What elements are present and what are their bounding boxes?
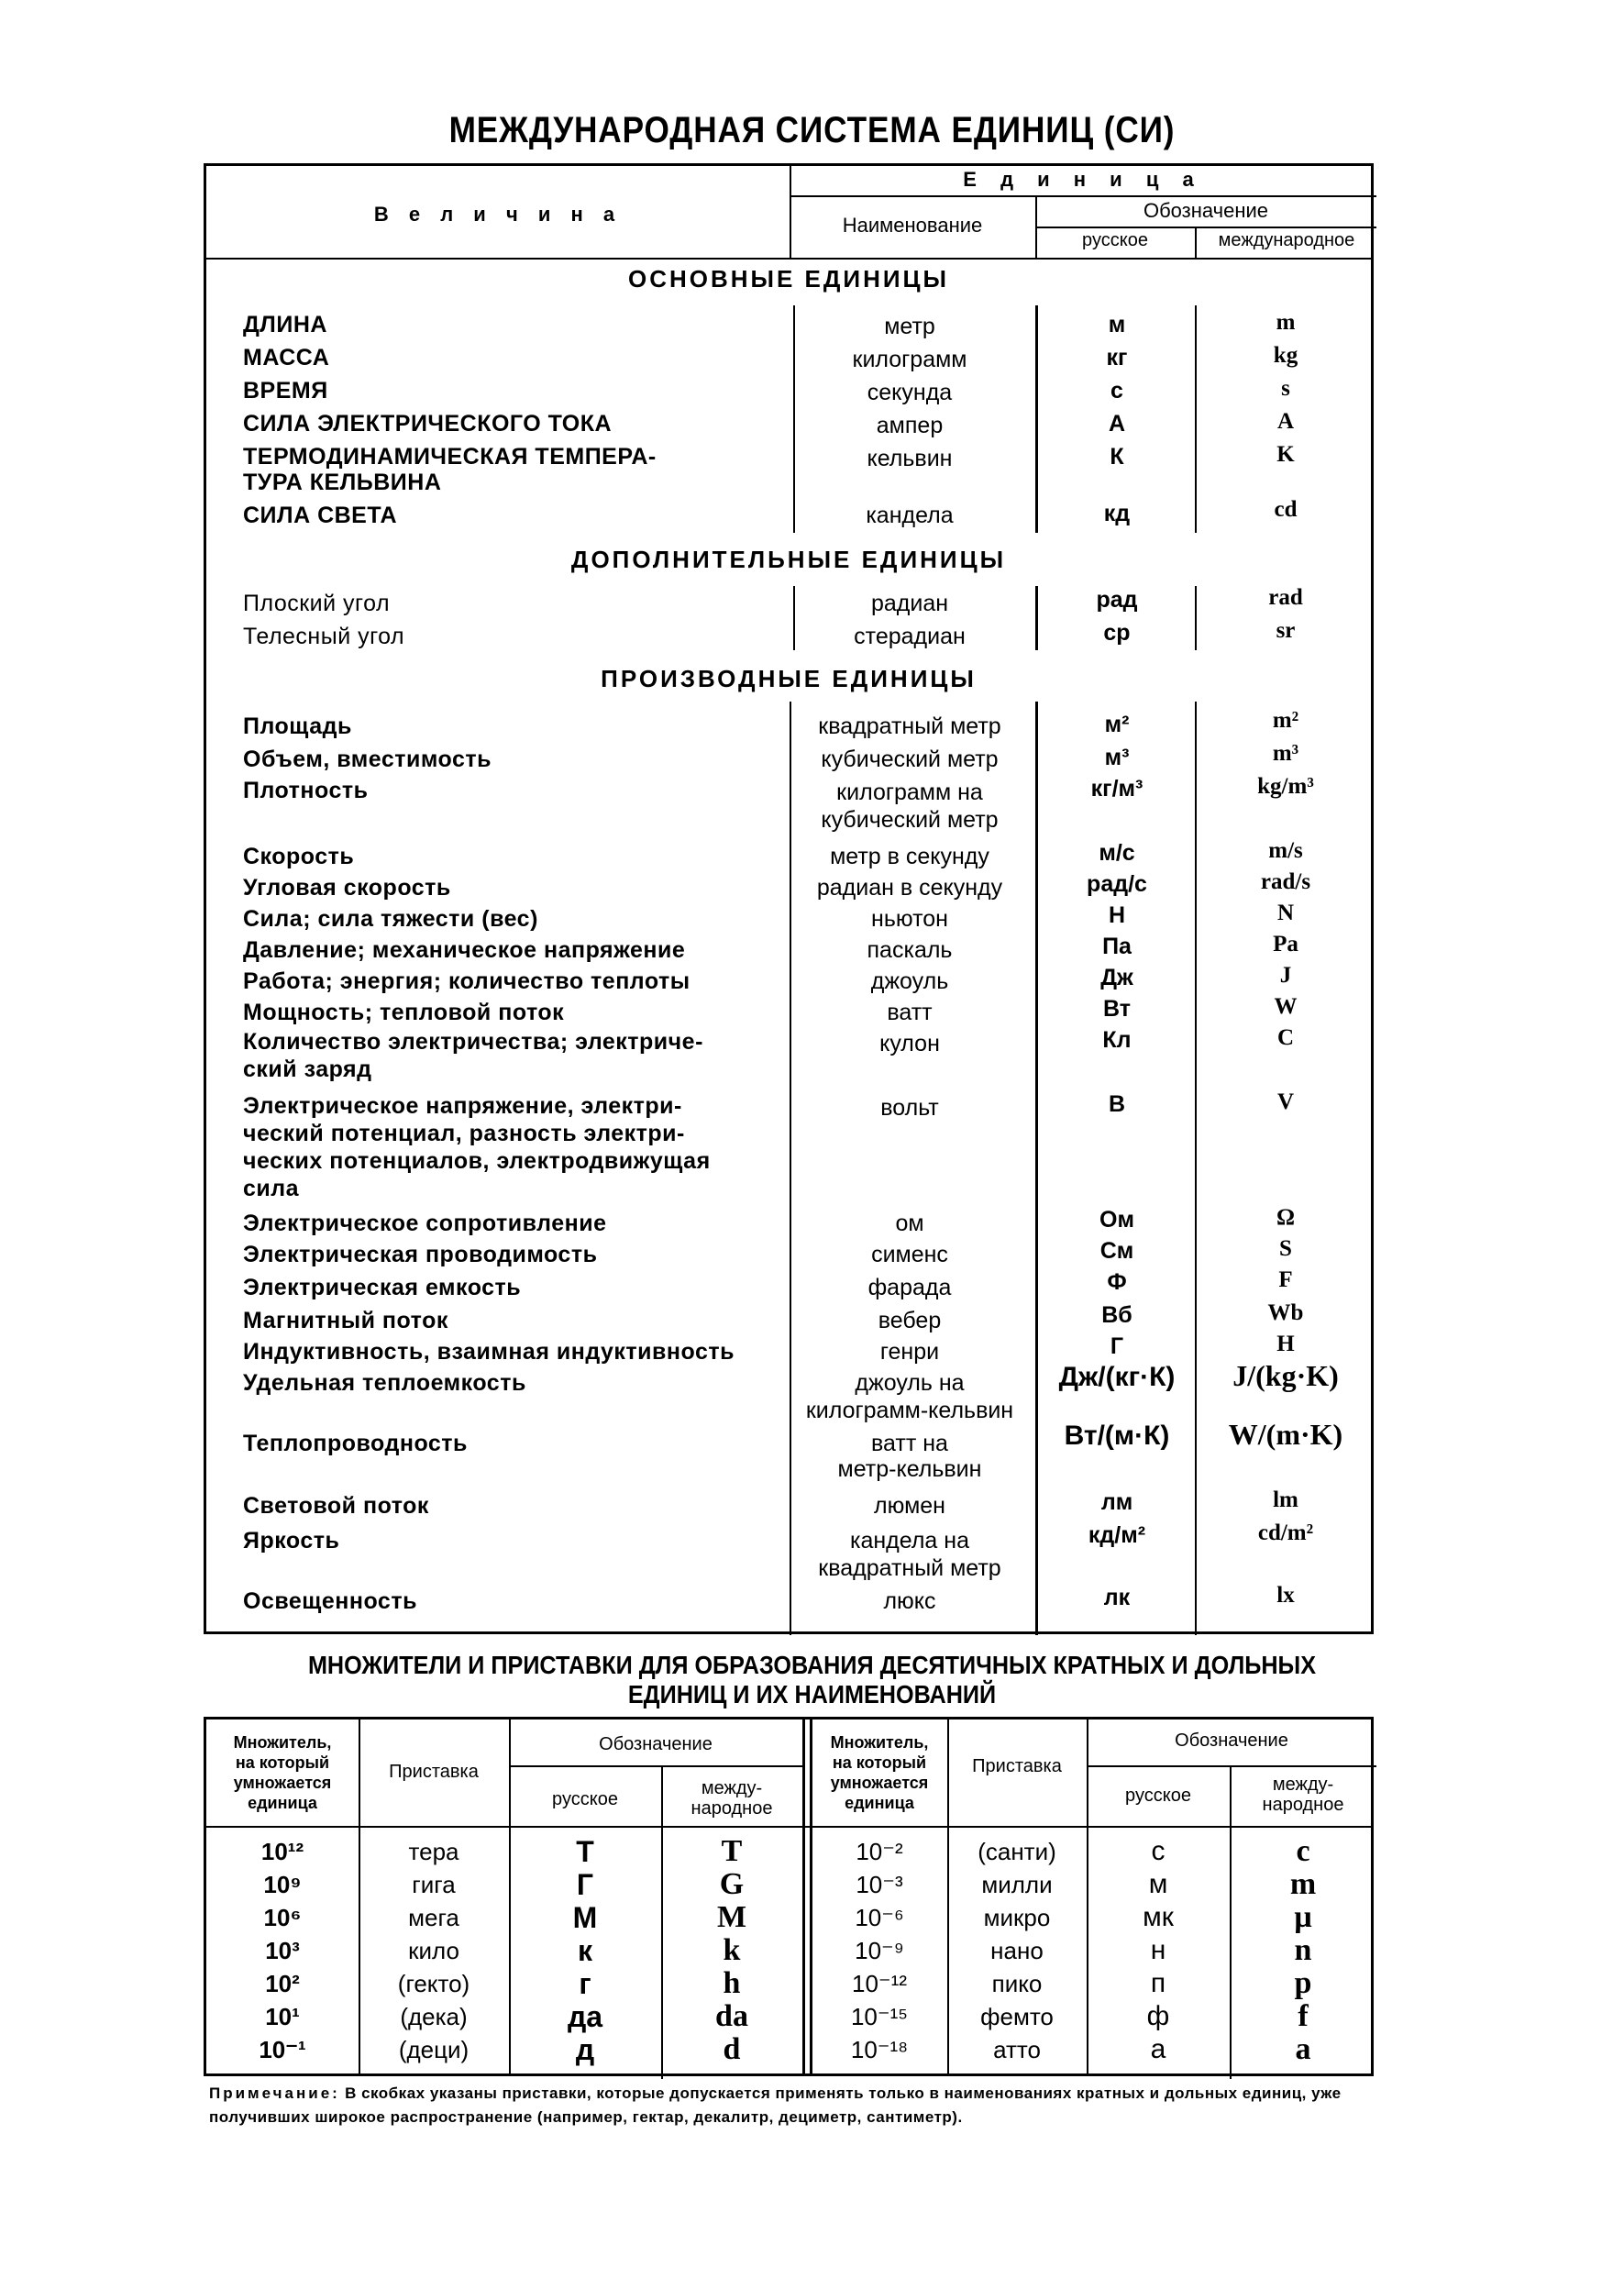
prefix-name: нано bbox=[990, 1937, 1044, 1964]
quantity-name-continued: ческий потенциал, разность электри- bbox=[243, 1121, 685, 1146]
header-text: единица bbox=[248, 1794, 317, 1812]
unit-symbol-int: H bbox=[1276, 1332, 1295, 1356]
prefix-symbol-int: p bbox=[1294, 1966, 1312, 2000]
header-bottom-line bbox=[206, 258, 1371, 260]
unit-symbol-int: m³ bbox=[1272, 741, 1299, 766]
prefix-symbol-int: d bbox=[723, 2032, 741, 2066]
prefix-symbol-int: G bbox=[719, 1867, 745, 1901]
prefix-symbol-int: k bbox=[723, 1933, 741, 1967]
header-unit: Е д и н и ц а bbox=[963, 168, 1203, 191]
header-designation: Обозначение bbox=[1143, 199, 1269, 222]
symbol-ru-column bbox=[1087, 1835, 1230, 2066]
prefix-symbol-int: M bbox=[716, 1900, 747, 1934]
quantity-name: Электрическое сопротивление bbox=[243, 1211, 607, 1236]
multiplier-value: 10⁻² bbox=[856, 1838, 903, 1865]
header-text: народное bbox=[1262, 1795, 1344, 1815]
quantity-name: Объем, вместимость bbox=[243, 746, 492, 772]
unit-name-continued: метр-кельвин bbox=[837, 1456, 982, 1482]
quantity-name: Световой поток bbox=[243, 1493, 429, 1519]
quantity-name: Количество электричества; электриче- bbox=[243, 1029, 703, 1055]
unit-symbol-ru: Вт/(м·К) bbox=[1064, 1421, 1170, 1451]
unit-symbol-int: kg/m³ bbox=[1257, 774, 1314, 799]
header-unit-name: Наименование bbox=[842, 214, 983, 237]
prefix-name: (гекто) bbox=[397, 1970, 470, 1997]
quantity-name: Индуктивность, взаимная индуктивность bbox=[243, 1339, 735, 1365]
multiplier-value: 10⁻¹ bbox=[259, 2036, 306, 2063]
unit-symbol-int: W/(m·K) bbox=[1228, 1418, 1343, 1451]
footnote-label: Примечание: bbox=[209, 2084, 340, 2102]
unit-name-continued: килограмм-кельвин bbox=[805, 1398, 1014, 1423]
prefix-name: милли bbox=[981, 1871, 1053, 1898]
unit-symbol-ru: рад/с bbox=[1087, 871, 1147, 897]
quantity-name: Электрическая емкость bbox=[243, 1275, 522, 1300]
unit-symbol-ru: кг bbox=[1106, 345, 1128, 370]
unit-symbol-ru: м/с bbox=[1099, 840, 1135, 866]
header-text: между- bbox=[701, 1778, 763, 1798]
prefix-name: атто bbox=[993, 2036, 1041, 2063]
quantity-name: Плоский угол bbox=[243, 591, 391, 616]
unit-name: метр в секунду bbox=[830, 844, 989, 869]
column-divider bbox=[802, 1720, 805, 2073]
prefix-symbol-int: m bbox=[1289, 1867, 1317, 1901]
unit-symbol-ru: А bbox=[1108, 411, 1126, 437]
unit-symbol-int: Ω bbox=[1276, 1205, 1296, 1230]
quantity-name: Мощность; тепловой поток bbox=[243, 1000, 565, 1025]
unit-symbol-int: Wb bbox=[1267, 1300, 1304, 1325]
unit-name: паскаль bbox=[867, 937, 953, 963]
quantity-name: ДЛИНА bbox=[243, 312, 327, 337]
multiplier-value: 10¹² bbox=[260, 1838, 304, 1865]
header-multiplier bbox=[206, 1732, 359, 1813]
unit-symbol-int: J bbox=[1279, 963, 1292, 988]
prefix-name: гига bbox=[412, 1871, 456, 1898]
symbol-ru-column bbox=[509, 1835, 661, 2066]
header-multiplier bbox=[812, 1732, 947, 1813]
prefix-symbol-ru: с bbox=[1151, 1836, 1166, 1866]
header-text: на который bbox=[832, 1753, 927, 1772]
prefix-symbol-ru: да bbox=[567, 2000, 603, 2033]
multiplier-value: 10⁻⁶ bbox=[855, 1904, 904, 1931]
page-title: МЕЖДУНАРОДНАЯ СИСТЕМА ЕДИНИЦ (СИ) bbox=[448, 110, 1176, 150]
unit-name: джоуль bbox=[870, 968, 949, 994]
unit-name: ампер bbox=[876, 413, 944, 438]
unit-symbol-ru: м² bbox=[1104, 712, 1130, 737]
unit-symbol-ru: Па bbox=[1102, 934, 1132, 959]
column-divider bbox=[1035, 586, 1038, 650]
unit-name: генри bbox=[879, 1339, 940, 1365]
unit-symbol-ru: лк bbox=[1103, 1585, 1131, 1610]
unit-symbol-ru: кд bbox=[1103, 501, 1131, 526]
prefix-symbol-ru: к bbox=[577, 1934, 592, 1967]
quantity-name: ВРЕМЯ bbox=[243, 378, 328, 404]
unit-symbol-int: F bbox=[1278, 1267, 1293, 1292]
prefix-name: (деци) bbox=[398, 2036, 470, 2063]
unit-name: люмен bbox=[874, 1493, 945, 1519]
unit-symbol-int: V bbox=[1276, 1089, 1295, 1114]
prefix-symbol-int: µ bbox=[1294, 1900, 1312, 1934]
unit-name: джоуль на bbox=[855, 1370, 965, 1396]
unit-name-continued: квадратный метр bbox=[818, 1555, 1001, 1581]
prefix-symbol-ru: н bbox=[1150, 1935, 1166, 1965]
unit-symbol-int: K bbox=[1276, 442, 1295, 467]
quantity-name: СИЛА ЭЛЕКТРИЧЕСКОГО ТОКА bbox=[243, 411, 613, 437]
multiplier-value: 10⁻¹⁸ bbox=[850, 2036, 909, 2063]
unit-name: метр bbox=[884, 314, 935, 339]
prefix-symbol-ru: Т bbox=[576, 1835, 594, 1868]
unit-symbol-int: rad/s bbox=[1260, 869, 1311, 894]
header-text: народное bbox=[690, 1798, 773, 1819]
unit-name: фарада bbox=[867, 1275, 952, 1300]
section-supplementary-units: ДОПОЛНИТЕЛЬНЫЕ ЕДИНИЦЫ bbox=[570, 546, 1007, 573]
unit-name: ватт bbox=[887, 1000, 933, 1025]
unit-symbol-int: A bbox=[1276, 409, 1295, 434]
unit-symbol-int: m/s bbox=[1268, 838, 1303, 863]
symbol-int-column bbox=[661, 1835, 802, 2066]
prefix-symbol-int: a bbox=[1295, 2032, 1311, 2066]
unit-name: сименс bbox=[871, 1242, 948, 1267]
header-russian: русское bbox=[1082, 230, 1148, 250]
unit-symbol-ru: м³ bbox=[1104, 745, 1130, 770]
prefix-symbol-ru: а bbox=[1150, 2034, 1166, 2064]
unit-name: квадратный метр bbox=[818, 713, 1001, 739]
prefix-name: (дека) bbox=[400, 2003, 468, 2030]
prefix-symbol-ru: мк bbox=[1143, 1902, 1174, 1932]
unit-symbol-ru: Кл bbox=[1102, 1027, 1132, 1053]
unit-symbol-int: rad bbox=[1268, 585, 1303, 610]
quantity-name: Яркость bbox=[243, 1528, 340, 1554]
quantity-name: МАССА bbox=[243, 345, 330, 370]
header-prefix: Приставка bbox=[389, 1762, 479, 1782]
prefix-name: микро bbox=[983, 1904, 1051, 1931]
prefix-column bbox=[947, 1835, 1087, 2066]
si-units-table bbox=[204, 163, 1374, 1634]
unit-symbol-int: Pa bbox=[1273, 932, 1298, 957]
column-divider bbox=[1035, 305, 1038, 533]
header-divider bbox=[790, 195, 1376, 197]
unit-symbol-ru: Н bbox=[1108, 902, 1126, 928]
prefix-title-line: МНОЖИТЕЛИ И ПРИСТАВКИ ДЛЯ ОБРАЗОВАНИЯ ДЕСЯТИЧНЫХ КРАТНЫХ И ДОЛЬНЫХ bbox=[307, 1651, 1317, 1679]
unit-name-continued: кубический метр bbox=[821, 807, 999, 833]
prefix-name: мега bbox=[408, 1904, 459, 1931]
prefix-symbol-ru: м bbox=[1148, 1869, 1168, 1899]
multiplier-value: 10⁶ bbox=[263, 1904, 302, 1931]
unit-name: ньютон bbox=[871, 906, 948, 932]
unit-symbol-int: cd bbox=[1274, 497, 1298, 522]
unit-name: кандела bbox=[866, 503, 954, 528]
unit-symbol-ru: лм bbox=[1100, 1489, 1133, 1515]
prefix-section-title bbox=[82, 1651, 1543, 1709]
prefix-symbol-ru: ф bbox=[1146, 2001, 1170, 2031]
header-designation: Обозначение bbox=[1175, 1731, 1288, 1751]
unit-name: ватт на bbox=[871, 1431, 948, 1456]
unit-name: вебер bbox=[878, 1308, 942, 1333]
multiplier-value: 10⁻¹⁵ bbox=[850, 2003, 909, 2030]
header-text: Множитель, bbox=[830, 1733, 929, 1752]
column-divider bbox=[1195, 586, 1197, 650]
unit-symbol-ru: Вт bbox=[1103, 996, 1131, 1022]
quantity-name: Электрическая проводимость bbox=[243, 1242, 598, 1267]
multiplier-value: 10⁻³ bbox=[856, 1871, 903, 1898]
multiplier-column bbox=[812, 1835, 947, 2066]
header-designation: Обозначение bbox=[599, 1734, 713, 1754]
prefix-symbol-int: T bbox=[721, 1834, 743, 1868]
quantity-name: Теплопроводность bbox=[243, 1431, 468, 1456]
unit-symbol-ru: м bbox=[1108, 312, 1126, 337]
quantity-name-continued: ТУРА КЕЛЬВИНА bbox=[243, 470, 442, 495]
unit-symbol-int: m bbox=[1276, 310, 1296, 335]
quantity-name: Сила; сила тяжести (вес) bbox=[243, 906, 538, 932]
column-divider bbox=[1195, 702, 1197, 1635]
unit-name: ом bbox=[895, 1211, 924, 1236]
unit-symbol-ru: Дж bbox=[1100, 965, 1133, 990]
unit-symbol-int: S bbox=[1279, 1236, 1292, 1261]
unit-symbol-ru: Ф bbox=[1107, 1269, 1127, 1295]
unit-symbol-ru: См bbox=[1099, 1238, 1134, 1264]
quantity-name: Давление; механическое напряжение bbox=[243, 937, 686, 963]
header-text: на который bbox=[235, 1753, 330, 1772]
multiplier-value: 10¹ bbox=[265, 2003, 300, 2030]
quantity-name-continued: ский заряд bbox=[243, 1056, 372, 1082]
unit-name: вольт bbox=[880, 1095, 939, 1121]
unit-symbol-ru: кг/м³ bbox=[1090, 776, 1143, 802]
unit-symbol-ru: с bbox=[1110, 378, 1123, 404]
prefix-symbol-ru: п bbox=[1150, 1968, 1166, 1998]
header-bottom-line bbox=[206, 1826, 1371, 1828]
header-quantity: В е л и ч и н а bbox=[373, 203, 623, 226]
unit-name: радиан bbox=[870, 591, 949, 616]
quantity-name-continued: сила bbox=[243, 1176, 300, 1201]
prefix-name: тера bbox=[408, 1838, 459, 1865]
unit-symbol-ru: рад bbox=[1096, 587, 1138, 613]
section-basic-units: ОСНОВНЫЕ ЕДИНИЦЫ bbox=[627, 265, 950, 293]
prefix-symbol-int: h bbox=[723, 1966, 741, 2000]
unit-name: кулон bbox=[879, 1031, 940, 1056]
quantity-name: Плотность bbox=[243, 778, 369, 803]
unit-symbol-int: lm bbox=[1273, 1487, 1298, 1512]
prefix-symbol-int: c bbox=[1296, 1834, 1310, 1868]
unit-symbol-ru: Дж/(кг·К) bbox=[1058, 1362, 1176, 1392]
multiplier-value: 10⁻⁹ bbox=[855, 1937, 904, 1964]
unit-name: килограмм на bbox=[836, 780, 983, 805]
header-international: международное bbox=[1218, 230, 1355, 250]
header-divider bbox=[1035, 227, 1376, 228]
symbol-int-column bbox=[1230, 1835, 1376, 2066]
unit-symbol-int: s bbox=[1281, 376, 1290, 401]
column-divider bbox=[1195, 305, 1197, 533]
prefix-symbol-ru: Г bbox=[576, 1868, 594, 1901]
unit-name: кубический метр bbox=[821, 746, 999, 772]
quantity-name: Магнитный поток bbox=[243, 1308, 448, 1333]
footnote-text: В скобках указаны приставки, которые допускается применять только в наименованиях кратных и дольных единиц, уже получивших широкое распространение (например, гектар, декалитр, дециметр, сантиметр). bbox=[209, 2084, 1342, 2126]
section-derived-units: ПРОИЗВОДНЫЕ ЕДИНИЦЫ bbox=[601, 665, 977, 692]
unit-symbol-ru: К bbox=[1110, 444, 1124, 470]
quantity-name: Телесный угол bbox=[243, 624, 405, 649]
unit-symbol-ru: Г bbox=[1110, 1333, 1124, 1359]
quantity-name-continued: ческих потенциалов, электродвижущая bbox=[243, 1148, 711, 1174]
unit-symbol-ru: Вб bbox=[1101, 1302, 1132, 1328]
prefix-name: кило bbox=[408, 1937, 459, 1964]
header-prefix: Приставка bbox=[972, 1756, 1062, 1776]
header-text: единица bbox=[845, 1794, 914, 1812]
prefix-table bbox=[204, 1717, 1374, 2076]
multiplier-value: 10⁻¹² bbox=[852, 1970, 907, 1997]
quantity-name: Удельная теплоемкость bbox=[243, 1370, 526, 1396]
unit-symbol-int: J/(kg·K) bbox=[1232, 1359, 1339, 1392]
quantity-name: ТЕРМОДИНАМИЧЕСКАЯ ТЕМПЕРА- bbox=[243, 444, 657, 470]
prefix-symbol-int: f bbox=[1298, 1999, 1309, 2033]
header-text: умножается bbox=[830, 1774, 929, 1792]
prefix-name: пико bbox=[991, 1970, 1043, 1997]
column-divider bbox=[1035, 702, 1038, 1635]
header-divider bbox=[1087, 1765, 1376, 1767]
header-divider bbox=[509, 1765, 802, 1767]
prefix-title-line: ЕДИНИЦ И ИХ НАИМЕНОВАНИЙ bbox=[627, 1680, 997, 1708]
quantity-name: Площадь bbox=[243, 713, 352, 739]
prefix-name: (санти) bbox=[978, 1838, 1056, 1865]
prefix-symbol-int: n bbox=[1294, 1933, 1312, 1967]
unit-name: люкс bbox=[883, 1588, 936, 1614]
unit-name: кельвин bbox=[867, 446, 953, 471]
unit-symbol-ru: Ом bbox=[1099, 1207, 1134, 1233]
quantity-name: Работа; энергия; количество теплоты bbox=[243, 968, 690, 994]
header-international bbox=[661, 1778, 802, 1819]
multiplier-value: 10⁹ bbox=[263, 1871, 302, 1898]
quantity-name: СИЛА СВЕТА bbox=[243, 503, 398, 528]
header-text: между- bbox=[1272, 1775, 1334, 1795]
footnote bbox=[209, 2082, 1374, 2129]
header-russian: русское bbox=[552, 1789, 618, 1809]
header-text: Множитель, bbox=[233, 1733, 332, 1752]
quantity-name: Освещенность bbox=[243, 1588, 417, 1614]
unit-symbol-ru: ср bbox=[1103, 620, 1131, 646]
unit-symbol-int: kg bbox=[1273, 343, 1298, 368]
prefix-symbol-ru: М bbox=[572, 1901, 598, 1934]
prefix-symbol-ru: д bbox=[575, 2033, 595, 2066]
prefix-symbol-int: da bbox=[715, 1999, 748, 2033]
prefix-column bbox=[359, 1835, 509, 2066]
unit-name: килограмм bbox=[852, 347, 967, 372]
quantity-name: Электрическое напряжение, электри- bbox=[243, 1093, 682, 1119]
prefix-name: фемто bbox=[980, 2003, 1054, 2030]
unit-symbol-int: sr bbox=[1276, 618, 1296, 643]
unit-symbol-int: m² bbox=[1272, 708, 1299, 733]
unit-name: стерадиан bbox=[854, 624, 966, 649]
unit-symbol-ru: кд/м² bbox=[1088, 1522, 1146, 1548]
header-russian: русское bbox=[1125, 1786, 1191, 1806]
unit-name: радиан в секунду bbox=[816, 875, 1003, 901]
unit-symbol-int: cd/m² bbox=[1257, 1520, 1314, 1545]
unit-name: секунда bbox=[867, 380, 953, 405]
unit-name: кандела на bbox=[849, 1528, 969, 1554]
multiplier-column bbox=[206, 1835, 359, 2066]
prefix-symbol-ru: г bbox=[579, 1967, 591, 2000]
header-text: умножается bbox=[233, 1774, 332, 1792]
multiplier-value: 10² bbox=[265, 1970, 300, 1997]
unit-symbol-int: C bbox=[1276, 1025, 1295, 1050]
header-international bbox=[1230, 1775, 1376, 1815]
unit-symbol-ru: В bbox=[1108, 1091, 1126, 1117]
unit-symbol-int: lx bbox=[1276, 1583, 1295, 1608]
unit-symbol-int: W bbox=[1274, 994, 1298, 1019]
multiplier-value: 10³ bbox=[265, 1937, 300, 1964]
quantity-name: Скорость bbox=[243, 844, 355, 869]
unit-symbol-int: N bbox=[1276, 901, 1295, 925]
quantity-name: Угловая скорость bbox=[243, 875, 451, 901]
